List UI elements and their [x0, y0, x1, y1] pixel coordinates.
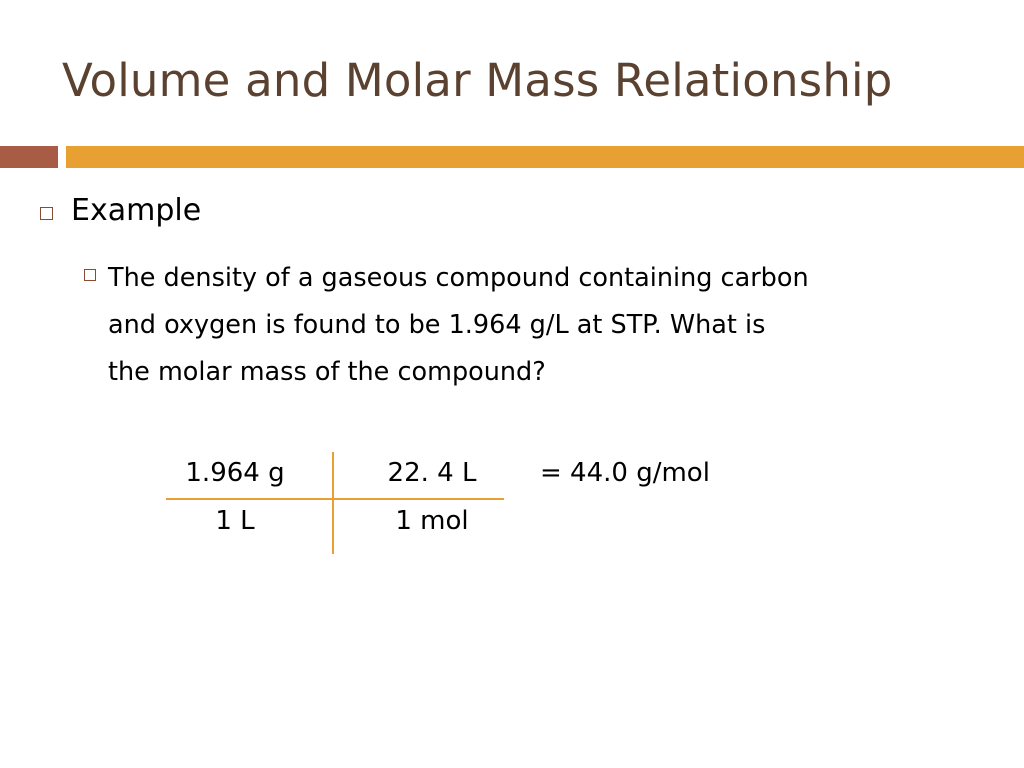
bullet-square-icon	[84, 269, 96, 281]
question-line: the molar mass of the compound?	[108, 357, 546, 387]
denominator-volume: 1 L	[215, 506, 255, 536]
accent-bar-left	[0, 146, 58, 168]
factor-separator-line	[332, 452, 334, 554]
slide-title: Volume and Molar Mass Relationship	[62, 54, 893, 107]
fraction-divider-line	[166, 498, 504, 500]
denominator-mole: 1 mol	[395, 506, 469, 536]
bullet-square-icon	[40, 207, 53, 220]
question-line: and oxygen is found to be 1.964 g/L at STP. What is	[108, 310, 766, 340]
question-text	[108, 255, 988, 396]
accent-bar-right	[66, 146, 1024, 168]
bullet-example: Example	[71, 193, 202, 228]
numerator-molar-volume: 22. 4 L	[387, 458, 477, 488]
question-line: The density of a gaseous compound containing carbon	[108, 263, 809, 293]
numerator-density: 1.964 g	[185, 458, 285, 488]
conversion-result: = 44.0 g/mol	[540, 458, 710, 488]
